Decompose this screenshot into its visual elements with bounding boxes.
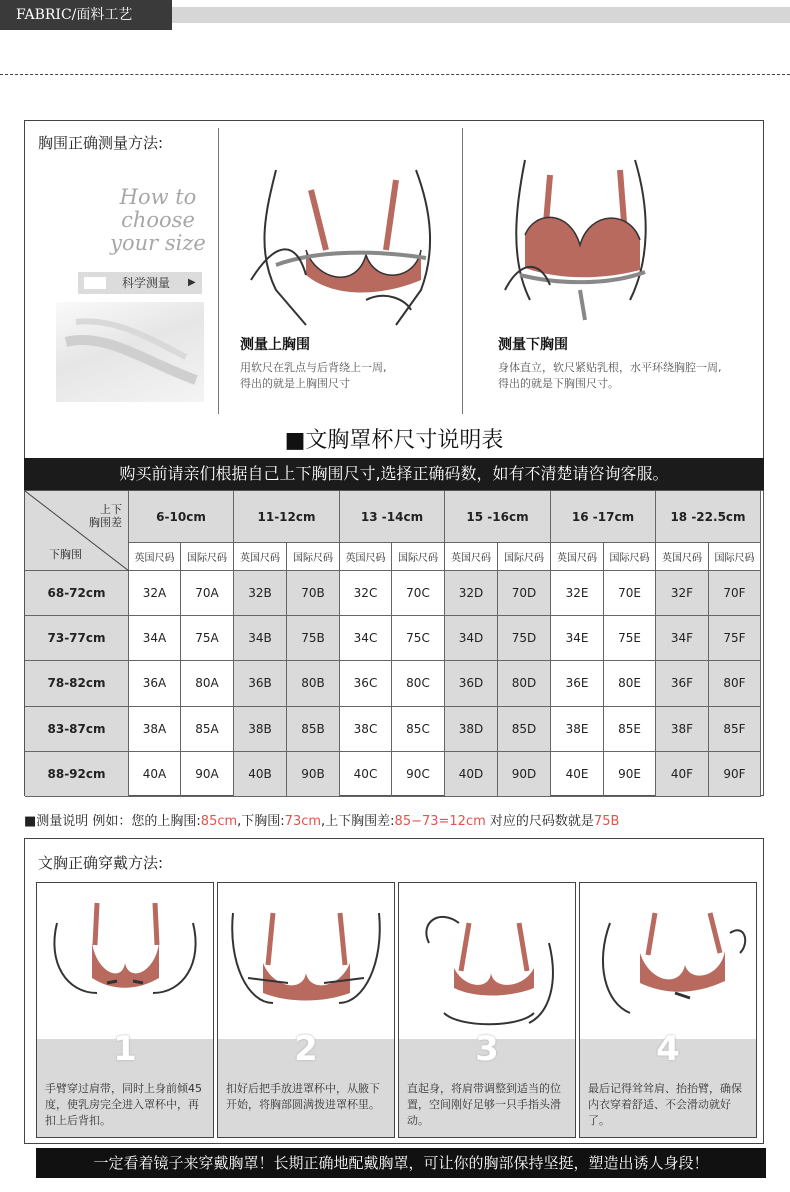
size-cell: 85A <box>181 707 234 752</box>
size-cell: 70F <box>709 571 761 616</box>
range-header: 18 -22.5cm <box>656 491 761 543</box>
size-cell: 90F <box>709 752 761 797</box>
size-cell: 80D <box>498 661 551 706</box>
intl-size-header: 国际尺码 <box>709 543 761 571</box>
wear-step-2 <box>217 882 395 1138</box>
size-cell: 32D <box>445 571 498 616</box>
size-cell: 85E <box>604 707 656 752</box>
intl-size-header: 国际尺码 <box>604 543 656 571</box>
size-cell: 36B <box>234 661 287 706</box>
underbust-row-label: 88-92cm <box>25 752 129 797</box>
size-cell: 75F <box>709 616 761 661</box>
wear-step-1 <box>36 882 214 1138</box>
intl-size-header: 国际尺码 <box>392 543 445 571</box>
size-cell: 75C <box>392 616 445 661</box>
underbust-row-label: 83-87cm <box>25 707 129 752</box>
footer-banner: 一定看着镜子来穿戴胸罩！长期正确地配戴胸罩，可让你的胸部保持坚挺，塑造出诱人身段！ <box>36 1148 766 1178</box>
size-cell: 80F <box>709 661 761 706</box>
size-cell: 36F <box>656 661 709 706</box>
size-cell: 85B <box>287 707 340 752</box>
size-cell: 90E <box>604 752 656 797</box>
note-upper-value: 85cm <box>200 814 238 829</box>
size-cell: 36A <box>129 661 181 706</box>
size-cell: 90B <box>287 752 340 797</box>
step1-illustration <box>37 883 213 1043</box>
page-header <box>0 0 790 30</box>
step4-text: 最后记得耸耸肩、抬抬臂，确保内衣穿着舒适、不会滑动就好了。 <box>588 1082 742 1127</box>
table-corner-header <box>25 491 129 571</box>
size-cell: 70B <box>287 571 340 616</box>
lower-desc-line2: 得出的就是下胸围尺寸。 <box>498 377 619 390</box>
intl-size-header: 国际尺码 <box>287 543 340 571</box>
size-cell: 36E <box>551 661 604 706</box>
note-result-value: 75B <box>593 814 620 829</box>
size-cell: 36D <box>445 661 498 706</box>
size-cell: 70A <box>181 571 234 616</box>
wear-step-3 <box>398 882 576 1138</box>
size-cell: 75E <box>604 616 656 661</box>
corner-top-label <box>89 503 122 529</box>
step3-text: 直起身，将肩带调整到适当的位置，空间刚好足够一只手指头滑动。 <box>407 1082 561 1127</box>
range-header: 15 -16cm <box>445 491 551 543</box>
upper-bust-title: 测量上胸围 <box>240 337 310 353</box>
divider-middle <box>462 128 463 414</box>
size-cell: 38A <box>129 707 181 752</box>
corner-bottom-label: 下胸围 <box>49 548 82 561</box>
upper-desc-line1: 用软尺在乳点与后背绕上一周, <box>240 361 387 374</box>
note-diff-value: 85−73=12cm <box>394 814 486 829</box>
range-header: 13 -14cm <box>340 491 445 543</box>
science-button-label: 科学测量 <box>122 276 171 290</box>
size-cell: 40A <box>129 752 181 797</box>
corner-top-line2: 胸围差 <box>89 516 122 529</box>
how-to-line1: How to <box>119 185 197 209</box>
tape-measure-photo <box>56 302 204 402</box>
size-cell: 32E <box>551 571 604 616</box>
measure-title: 胸围正确测量方法: <box>38 134 164 152</box>
range-header: 16 -17cm <box>551 491 656 543</box>
size-cell: 32A <box>129 571 181 616</box>
size-cell: 80E <box>604 661 656 706</box>
size-cell: 32B <box>234 571 287 616</box>
size-cell: 34E <box>551 616 604 661</box>
size-cell: 70C <box>392 571 445 616</box>
size-cell: 40D <box>445 752 498 797</box>
size-cell: 80C <box>392 661 445 706</box>
step2-text: 扣好后把手放进罩杯中，从腋下开始，将胸部圆满拨进罩杯里。 <box>226 1082 380 1111</box>
step3-number: 3 <box>475 1029 499 1069</box>
range-header: 6-10cm <box>129 491 234 543</box>
size-cell: 40B <box>234 752 287 797</box>
note-lower-value: 73cm <box>284 814 322 829</box>
uk-size-header: 英国尺码 <box>340 543 392 571</box>
intl-size-header: 国际尺码 <box>181 543 234 571</box>
science-measure-button[interactable] <box>78 272 202 294</box>
uk-size-header: 英国尺码 <box>445 543 498 571</box>
lower-desc-line1: 身体直立，软尺紧贴乳根，水平环绕胸腔一周, <box>498 361 722 374</box>
size-cell: 85F <box>709 707 761 752</box>
note-prefix: ■测量说明 例如：您的上胸围: <box>24 814 201 829</box>
size-cell: 90D <box>498 752 551 797</box>
size-cell: 70D <box>498 571 551 616</box>
size-cell: 36C <box>340 661 392 706</box>
size-cell: 34D <box>445 616 498 661</box>
step4-number: 4 <box>656 1029 680 1069</box>
uk-size-header: 英国尺码 <box>551 543 604 571</box>
step1-text: 手臂穿过肩带，同时上身前倾45度，使乳房完全进入罩杯中，再扣上后背扣。 <box>45 1082 202 1127</box>
size-cell: 38E <box>551 707 604 752</box>
divider-left <box>218 128 219 414</box>
size-cell: 40C <box>340 752 392 797</box>
step2-illustration <box>218 883 394 1043</box>
underbust-row-label: 73-77cm <box>25 616 129 661</box>
step1-number: 1 <box>113 1029 137 1069</box>
size-cell: 75D <box>498 616 551 661</box>
range-header: 11-12cm <box>234 491 340 543</box>
upper-bust-desc <box>240 360 387 392</box>
measure-note <box>24 810 619 829</box>
wear-step-4 <box>579 882 757 1138</box>
size-cell: 38B <box>234 707 287 752</box>
size-cell: 38D <box>445 707 498 752</box>
lower-bust-illustration <box>500 150 660 325</box>
corner-top-line1: 上下 <box>100 503 122 516</box>
size-table <box>24 490 764 796</box>
size-cell: 34F <box>656 616 709 661</box>
how-to-line2: choose <box>121 208 195 232</box>
underbust-row-label: 68-72cm <box>25 571 129 616</box>
note-mid1: ,下胸围: <box>237 814 285 829</box>
size-cell: 80B <box>287 661 340 706</box>
uk-size-header: 英国尺码 <box>234 543 287 571</box>
size-cell: 85D <box>498 707 551 752</box>
lower-bust-title: 测量下胸围 <box>498 337 568 353</box>
size-cell: 90C <box>392 752 445 797</box>
how-to-line3: your size <box>110 231 206 255</box>
size-cell: 75B <box>287 616 340 661</box>
size-cell: 40E <box>551 752 604 797</box>
upper-desc-line2: 得出的就是上胸围尺寸 <box>240 377 350 390</box>
intl-size-header: 国际尺码 <box>498 543 551 571</box>
uk-size-header: 英国尺码 <box>656 543 709 571</box>
size-cell: 32F <box>656 571 709 616</box>
size-table-subtitle: 购买前请亲们根据自己上下胸围尺寸,选择正确码数，如有不清楚请咨询客服。 <box>24 458 764 490</box>
fabric-tab-label: FABRIC/面料工艺 <box>0 0 172 30</box>
upper-bust-illustration <box>236 150 446 330</box>
underbust-row-label: 78-82cm <box>25 661 129 706</box>
size-cell: 38F <box>656 707 709 752</box>
ruler-icon <box>84 277 106 289</box>
size-cell: 40F <box>656 752 709 797</box>
size-cell: 34C <box>340 616 392 661</box>
size-table-title: ■文胸罩杯尺寸说明表 <box>24 424 764 458</box>
lower-bust-desc <box>498 360 722 392</box>
dashed-divider <box>0 74 790 75</box>
note-mid2: ,上下胸围差: <box>321 814 395 829</box>
size-cell: 34A <box>129 616 181 661</box>
header-bar <box>172 7 790 23</box>
arrow-right-icon: ▶ <box>188 277 196 288</box>
size-cell: 80A <box>181 661 234 706</box>
note-mid3: 对应的尺码数就是 <box>485 814 594 829</box>
size-cell: 70E <box>604 571 656 616</box>
step2-number: 2 <box>294 1029 318 1069</box>
step3-illustration <box>399 883 575 1043</box>
how-to-choose-text <box>108 186 208 255</box>
size-cell: 75A <box>181 616 234 661</box>
size-cell: 38C <box>340 707 392 752</box>
step4-illustration <box>580 883 756 1043</box>
uk-size-header: 英国尺码 <box>129 543 181 571</box>
size-cell: 90A <box>181 752 234 797</box>
size-cell: 85C <box>392 707 445 752</box>
wear-title: 文胸正确穿戴方法: <box>38 854 164 872</box>
size-cell: 34B <box>234 616 287 661</box>
size-cell: 32C <box>340 571 392 616</box>
